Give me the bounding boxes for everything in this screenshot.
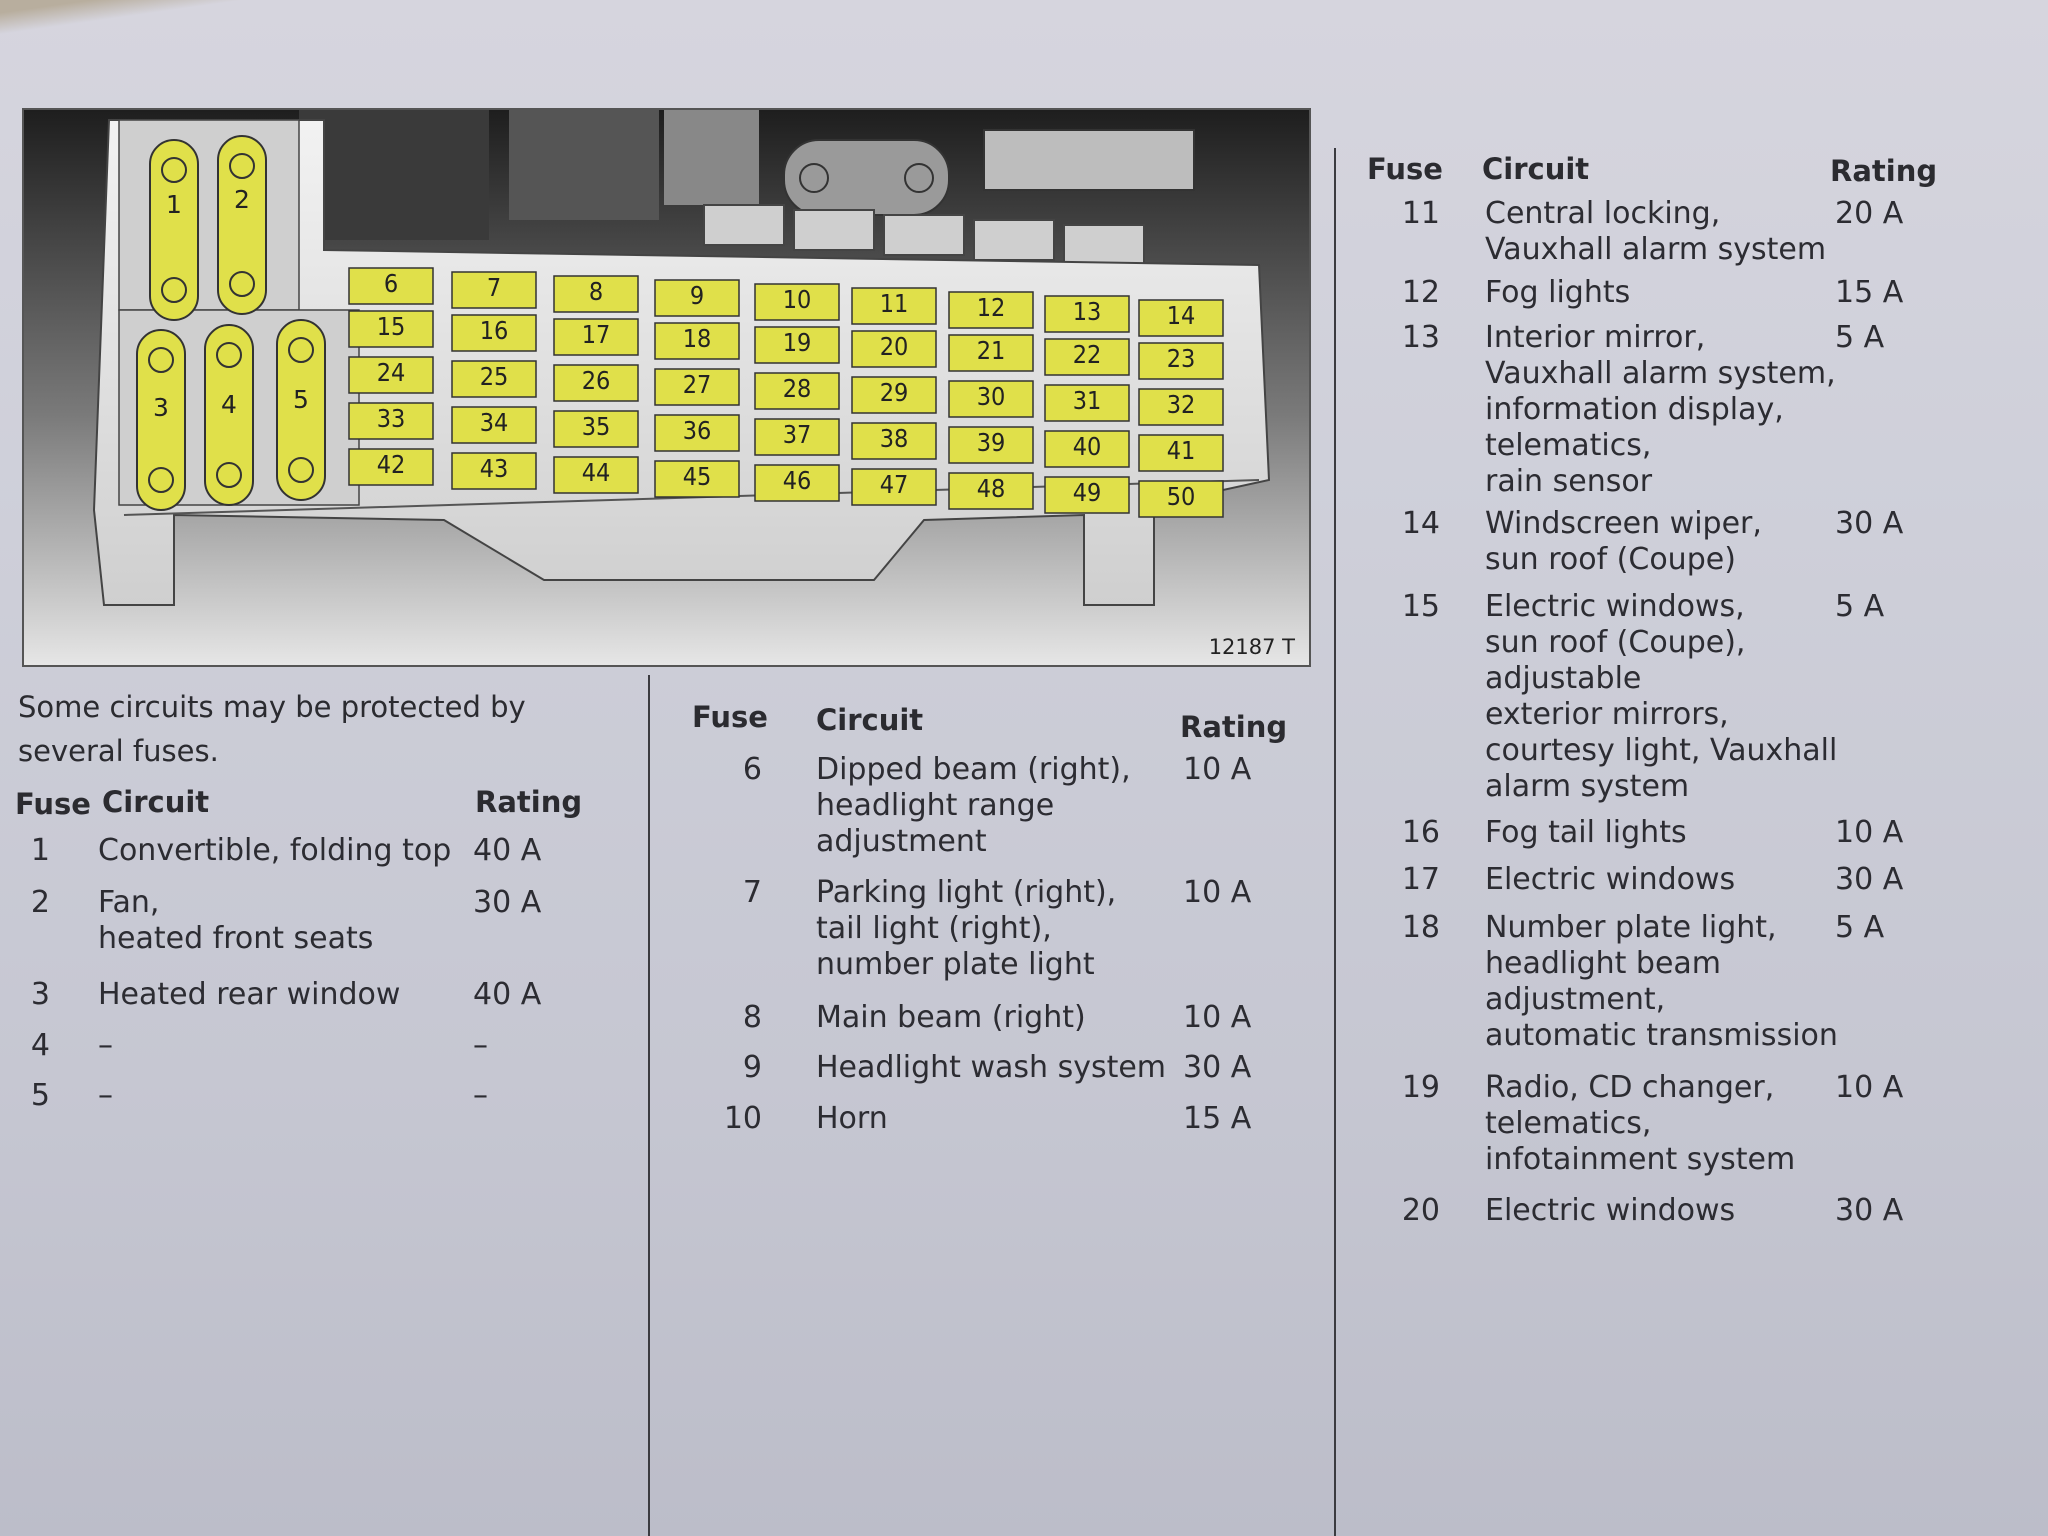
fuse-rating: – xyxy=(473,1028,488,1063)
col2-header-rating: Rating xyxy=(1180,710,1288,744)
fuse-number-label: 39 xyxy=(976,428,1006,457)
circuit-description: Central locking, Vauxhall alarm system xyxy=(1485,196,1827,267)
large-fuse-label: 1 xyxy=(166,190,182,219)
note-text: Some circuits may be protected by several fuses. xyxy=(18,690,526,768)
fuse-rating: 15 A xyxy=(1835,275,1904,310)
col3-header-fuse: Fuse xyxy=(1367,152,1443,186)
fuse-number-label: 36 xyxy=(682,416,712,445)
fuse-number: 14 xyxy=(1401,506,1440,541)
fuse-number: 11 xyxy=(1401,196,1440,231)
fuse-number-label: 9 xyxy=(689,281,705,310)
fuse-number-label: 29 xyxy=(879,378,909,407)
fuse-number-label: 27 xyxy=(682,370,712,399)
circuit-description: Heated rear window xyxy=(98,977,401,1012)
fuse-number-label: 25 xyxy=(479,362,509,391)
fuse-rating: 15 A xyxy=(1183,1101,1252,1136)
fuse-number-label: 35 xyxy=(581,412,611,441)
col3-header-rating: Rating xyxy=(1830,154,1938,188)
fuse-rating: 10 A xyxy=(1183,752,1252,787)
fuse-rating: 10 A xyxy=(1183,875,1252,910)
col1-header-fuse: Fuse xyxy=(15,787,91,821)
fuse-number-label: 12 xyxy=(976,293,1006,322)
fuse-number-label: 30 xyxy=(976,382,1006,411)
fuse-number-label: 41 xyxy=(1166,436,1196,465)
fuse-rating: 40 A xyxy=(473,977,542,1012)
fuse-number-label: 13 xyxy=(1072,297,1102,326)
fuse-number-label: 17 xyxy=(581,320,611,349)
fuse-number-label: 19 xyxy=(782,328,812,357)
fuse-number: 4 xyxy=(30,1028,50,1063)
fuse-number-label: 43 xyxy=(479,454,509,483)
circuit-description: Number plate light, headlight beam adjustment, automatic transmission xyxy=(1485,910,1838,1053)
circuit-description: Windscreen wiper, sun roof (Coupe) xyxy=(1485,506,1762,577)
figure-id: 12187 T xyxy=(1208,635,1295,659)
fuse-rating: 20 A xyxy=(1835,196,1904,231)
fuse-number: 20 xyxy=(1401,1193,1440,1228)
fuse-number-label: 21 xyxy=(976,336,1006,365)
circuit-description: Convertible, folding top xyxy=(98,833,452,868)
circuit-description: Headlight wash system xyxy=(816,1050,1167,1085)
fuse-number-label: 32 xyxy=(1166,390,1196,419)
fuse-rating: – xyxy=(473,1078,488,1113)
circuit-description: Electric windows xyxy=(1485,862,1736,897)
fuse-number-label: 38 xyxy=(879,424,909,453)
fuse-rating: 10 A xyxy=(1835,1070,1904,1105)
column-divider xyxy=(648,675,650,1536)
fuse-number-label: 23 xyxy=(1166,344,1196,373)
fuse-number: 19 xyxy=(1401,1070,1440,1105)
col2-header-fuse: Fuse xyxy=(692,700,768,734)
fuse-number: 1 xyxy=(30,833,50,868)
fuse-number-label: 34 xyxy=(479,408,509,437)
fuse-number: 10 xyxy=(723,1101,762,1136)
fuse-number-label: 10 xyxy=(782,285,812,314)
fuse-number: 17 xyxy=(1401,862,1440,897)
circuit-description: Electric windows xyxy=(1485,1193,1736,1228)
fuse-rating: 10 A xyxy=(1183,1000,1252,1035)
fuse-number-label: 15 xyxy=(376,312,406,341)
fuse-rating: 30 A xyxy=(1835,506,1904,541)
fuse-number-label: 48 xyxy=(976,474,1006,503)
fuse-number-label: 16 xyxy=(479,316,509,345)
fuse-rating: 30 A xyxy=(1835,862,1904,897)
fuse-number-label: 11 xyxy=(879,289,909,318)
col1-header-circuit: Circuit xyxy=(102,785,210,819)
circuit-description: Electric windows, sun roof (Coupe), adjustable exterior mirrors, courtesy light, Vauxhall alarm system xyxy=(1485,589,1838,804)
fuse-number-label: 8 xyxy=(588,277,604,306)
fuse-rating: 30 A xyxy=(473,885,542,920)
fuse-number: 3 xyxy=(30,977,50,1012)
circuit-description: Dipped beam (right), headlight range adjustment xyxy=(816,752,1131,859)
fuse-number-label: 33 xyxy=(376,404,406,433)
fuse-number-label: 14 xyxy=(1166,301,1196,330)
large-fuse-label: 5 xyxy=(293,385,309,414)
fuse-rating: 30 A xyxy=(1183,1050,1252,1085)
fuse-number: 8 xyxy=(742,1000,762,1035)
fuse-number-label: 7 xyxy=(486,273,502,302)
fuse-number-label: 49 xyxy=(1072,478,1102,507)
fuse-rating: 5 A xyxy=(1835,589,1885,624)
fuse-number: 9 xyxy=(742,1050,762,1085)
fuse-number-label: 37 xyxy=(782,420,812,449)
circuit-description: Radio, CD changer, telematics, infotainment system xyxy=(1485,1070,1796,1177)
fuse-number-label: 18 xyxy=(682,324,712,353)
circuit-description: Main beam (right) xyxy=(816,1000,1086,1035)
fuse-number: 18 xyxy=(1401,910,1440,945)
circuit-description: Parking light (right), tail light (right), number plate light xyxy=(816,875,1117,982)
circuit-description: Interior mirror, Vauxhall alarm system, information display, telematics, rain sensor xyxy=(1485,320,1836,499)
fuse-number-label: 47 xyxy=(879,470,909,499)
fuse-rating: 40 A xyxy=(473,833,542,868)
fuse-number: 16 xyxy=(1401,815,1440,850)
fuse-number-label: 50 xyxy=(1166,482,1196,511)
large-fuse-label: 4 xyxy=(221,390,237,419)
large-fuse-label: 3 xyxy=(153,393,169,422)
fuse-number-label: 40 xyxy=(1072,432,1102,461)
fuse-rating: 10 A xyxy=(1835,815,1904,850)
circuit-description: Horn xyxy=(816,1101,888,1136)
circuit-description: – xyxy=(98,1078,113,1113)
circuit-description: Fog lights xyxy=(1485,275,1631,310)
circuit-description: – xyxy=(98,1028,113,1063)
fuse-number: 6 xyxy=(742,752,762,787)
fuse-rating: 30 A xyxy=(1835,1193,1904,1228)
fuse-number-label: 24 xyxy=(376,358,406,387)
fuse-rating: 5 A xyxy=(1835,320,1885,355)
fuse-number-label: 42 xyxy=(376,450,406,479)
fuse-number-label: 46 xyxy=(782,466,812,495)
fuse-number-label: 6 xyxy=(383,269,399,298)
fuse-number: 13 xyxy=(1401,320,1440,355)
large-fuse xyxy=(150,140,198,320)
large-fuse-label: 2 xyxy=(234,185,250,214)
circuit-description: Fog tail lights xyxy=(1485,815,1687,850)
column-divider xyxy=(1334,148,1336,1536)
fuse-rating: 5 A xyxy=(1835,910,1885,945)
circuit-description: Fan, heated front seats xyxy=(98,885,374,956)
fuse-number: 15 xyxy=(1401,589,1440,624)
fuse-number-label: 44 xyxy=(581,458,611,487)
col3-header-circuit: Circuit xyxy=(1482,152,1590,186)
fuse-number-label: 28 xyxy=(782,374,812,403)
fuse-number: 5 xyxy=(30,1078,50,1113)
fuse-number-label: 22 xyxy=(1072,340,1102,369)
fuse-number-label: 20 xyxy=(879,332,909,361)
fuse-number: 7 xyxy=(742,875,762,910)
fuse-number-label: 31 xyxy=(1072,386,1102,415)
col2-header-circuit: Circuit xyxy=(816,703,924,737)
fuse-number: 2 xyxy=(30,885,50,920)
col1-header-rating: Rating xyxy=(475,785,583,819)
fuse-number: 12 xyxy=(1401,275,1440,310)
fuse-box-diagram xyxy=(22,108,1311,667)
fuse-number-label: 26 xyxy=(581,366,611,395)
fuse-number-label: 45 xyxy=(682,462,712,491)
large-fuse xyxy=(218,136,266,314)
